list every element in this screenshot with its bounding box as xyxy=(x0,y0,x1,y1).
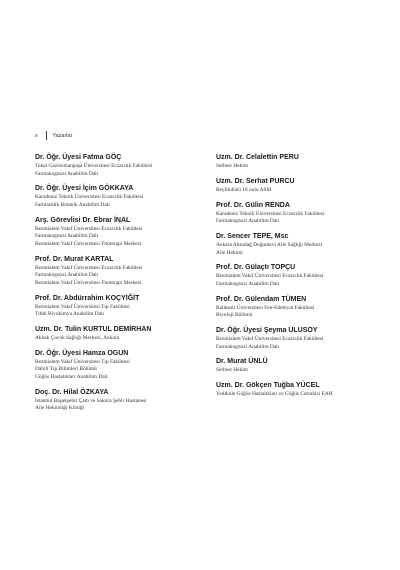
author-entry xyxy=(35,294,205,319)
authors-right-column xyxy=(216,153,376,405)
author-affiliation: Farmasötik Botanik Anabilim Dalı xyxy=(35,201,110,208)
author-entry xyxy=(216,232,376,257)
author-affiliation: Göğüs Hastalıkları Anabilim Dalı xyxy=(35,374,108,381)
author-affiliation: Farmakognozi Anabilim Dalı xyxy=(35,233,99,240)
author-affiliation: Bezmialem Vakıf Üniversitesi Eczacılık Fakültesi xyxy=(216,336,324,343)
section-title: Yazarlar xyxy=(52,132,73,139)
page-header xyxy=(35,131,72,140)
author-affiliation: Dahili Tıp Bilimleri Bölümü xyxy=(35,366,97,373)
author-entry xyxy=(216,177,376,195)
author-affiliation: Farmakognozi Anabilim Dalı xyxy=(35,272,99,279)
author-affiliation: Bezmialem Vakıf Üniversitesi Eczacılık Fakültesi xyxy=(35,264,143,271)
author-name: Uzm. Dr. Tulin KURTUL DEMİRHAN xyxy=(35,326,152,334)
page-number: x xyxy=(35,132,38,139)
author-entry xyxy=(35,325,205,343)
author-entry xyxy=(216,201,376,226)
author-entry xyxy=(216,357,376,375)
author-entry xyxy=(35,184,205,209)
author-affiliation: Tıbbi Biyokimya Anabilim Dalı xyxy=(35,311,105,318)
author-affiliation: Farmakognozi Anabilim Dalı xyxy=(216,343,280,350)
author-affiliation: Karadeniz Teknik Üniversitesi Eczacılık Fakültesi xyxy=(216,210,325,217)
author-entry xyxy=(35,388,205,413)
author-name: Prof. Dr. Abdürrahim KOÇYİĞİT xyxy=(35,294,140,302)
author-entry xyxy=(216,263,376,288)
author-affiliation: Bezmialem Vakıf Üniversitesi Fitoterapi Merkezi xyxy=(35,240,142,247)
author-entry xyxy=(35,349,205,382)
author-name: Prof. Dr. Gülin RENDA xyxy=(216,201,290,209)
author-affiliation: Bezmialem Vakıf Üniversitesi Tıp Fakültesi xyxy=(35,303,130,310)
author-affiliation: Bezmialem Vakıf Üniversitesi Fitoterapi Merkezi xyxy=(35,279,142,286)
author-affiliation: Farmakognozi Anabilim Dalı xyxy=(35,170,99,177)
author-affiliation: Serbest Hekim xyxy=(216,367,248,374)
author-name: Prof. Dr. Gülendam TÜMEN xyxy=(216,295,307,303)
author-name: Dr. Öğr. Üyesi İçim GÖKKAYA xyxy=(35,185,134,193)
author-affiliation: Bezmialem Vakıf Üniversitesi Eczacılık Fakültesi xyxy=(216,273,324,280)
author-affiliation: İstanbul Başakşehir Çam ve Sakura Şehir Hastanesi xyxy=(35,397,147,404)
author-affiliation: Farmakognozi Anabilim Dalı xyxy=(216,280,280,287)
author-entry xyxy=(216,326,376,351)
author-name: Dr. Sencer TEPE, Msc xyxy=(216,232,289,240)
author-affiliation: Ankara Altındağ Doğumevi Aile Sağlığı Merkezi xyxy=(216,241,323,248)
author-affiliation: Biyoloji Bölümü xyxy=(216,312,253,319)
author-name: Dr. Öğr. Üyesi Hamza OGUN xyxy=(35,349,129,357)
author-entry xyxy=(216,295,376,320)
header-divider xyxy=(46,131,47,140)
author-name: Prof. Dr. Murat KARTAL xyxy=(35,255,114,263)
author-name: Doç. Dr. Hilal ÖZKAYA xyxy=(35,388,109,396)
authors-left-column xyxy=(35,153,205,419)
author-name: Uzm. Dr. Serhat PURCU xyxy=(216,177,295,185)
author-affiliation: Beylikdüzü 10 nolu ASM xyxy=(216,186,272,193)
author-affiliation: Aile Hekimi xyxy=(216,249,243,256)
author-affiliation: Farmakognozi Anabilim Dalı xyxy=(216,218,280,225)
author-name: Dr. Öğr. Üyesi Şeyma ULUSOY xyxy=(216,327,318,335)
author-affiliation: Yedikule Göğüs Hastalıkları ve Göğüs Cerrahisi EAH xyxy=(216,391,333,398)
author-name: Dr. Öğr. Üyesi Fatma GÖÇ xyxy=(35,154,122,161)
author-affiliation: Akbak Çocuk Sağlığı Merkezi, Ankara xyxy=(35,335,119,342)
author-entry xyxy=(35,153,205,178)
author-name: Arş. Görevlisi Dr. Ebrar İNAL xyxy=(35,216,131,224)
author-name: Prof. Dr. Gülaçtı TOPÇU xyxy=(216,264,296,272)
author-affiliation: Balıkesir Üniversitesi Fen-Edebiyat Fakültesi xyxy=(216,304,315,311)
author-entry xyxy=(216,381,376,399)
author-affiliation: Bezmialem Vakıf Üniversitesi Eczacılık Fakültesi xyxy=(35,225,143,232)
author-affiliation: Serbest Hekim xyxy=(216,163,248,169)
author-affiliation: Bezmialem Vakıf Üniversitesi Tıp Fakültesi xyxy=(35,358,130,365)
author-name: Uzm. Dr. Gökçen Tuğba YÜCEL xyxy=(216,382,320,390)
author-affiliation: Tokat Gaziosmanpaşa Üniversitesi Eczacılık Fakültesi xyxy=(35,163,153,169)
author-affiliation: Aile Hekimliği Kliniği xyxy=(35,405,85,412)
author-name: Uzm. Dr. Celalettin PERU xyxy=(216,154,299,161)
author-entry xyxy=(216,153,376,171)
author-entry xyxy=(35,255,205,288)
author-affiliation: Karadeniz Teknik Üniversitesi Eczacılık Fakültesi xyxy=(35,194,144,201)
author-entry xyxy=(35,216,205,249)
author-name: Dr. Murat ÜNLÜ xyxy=(216,358,268,366)
